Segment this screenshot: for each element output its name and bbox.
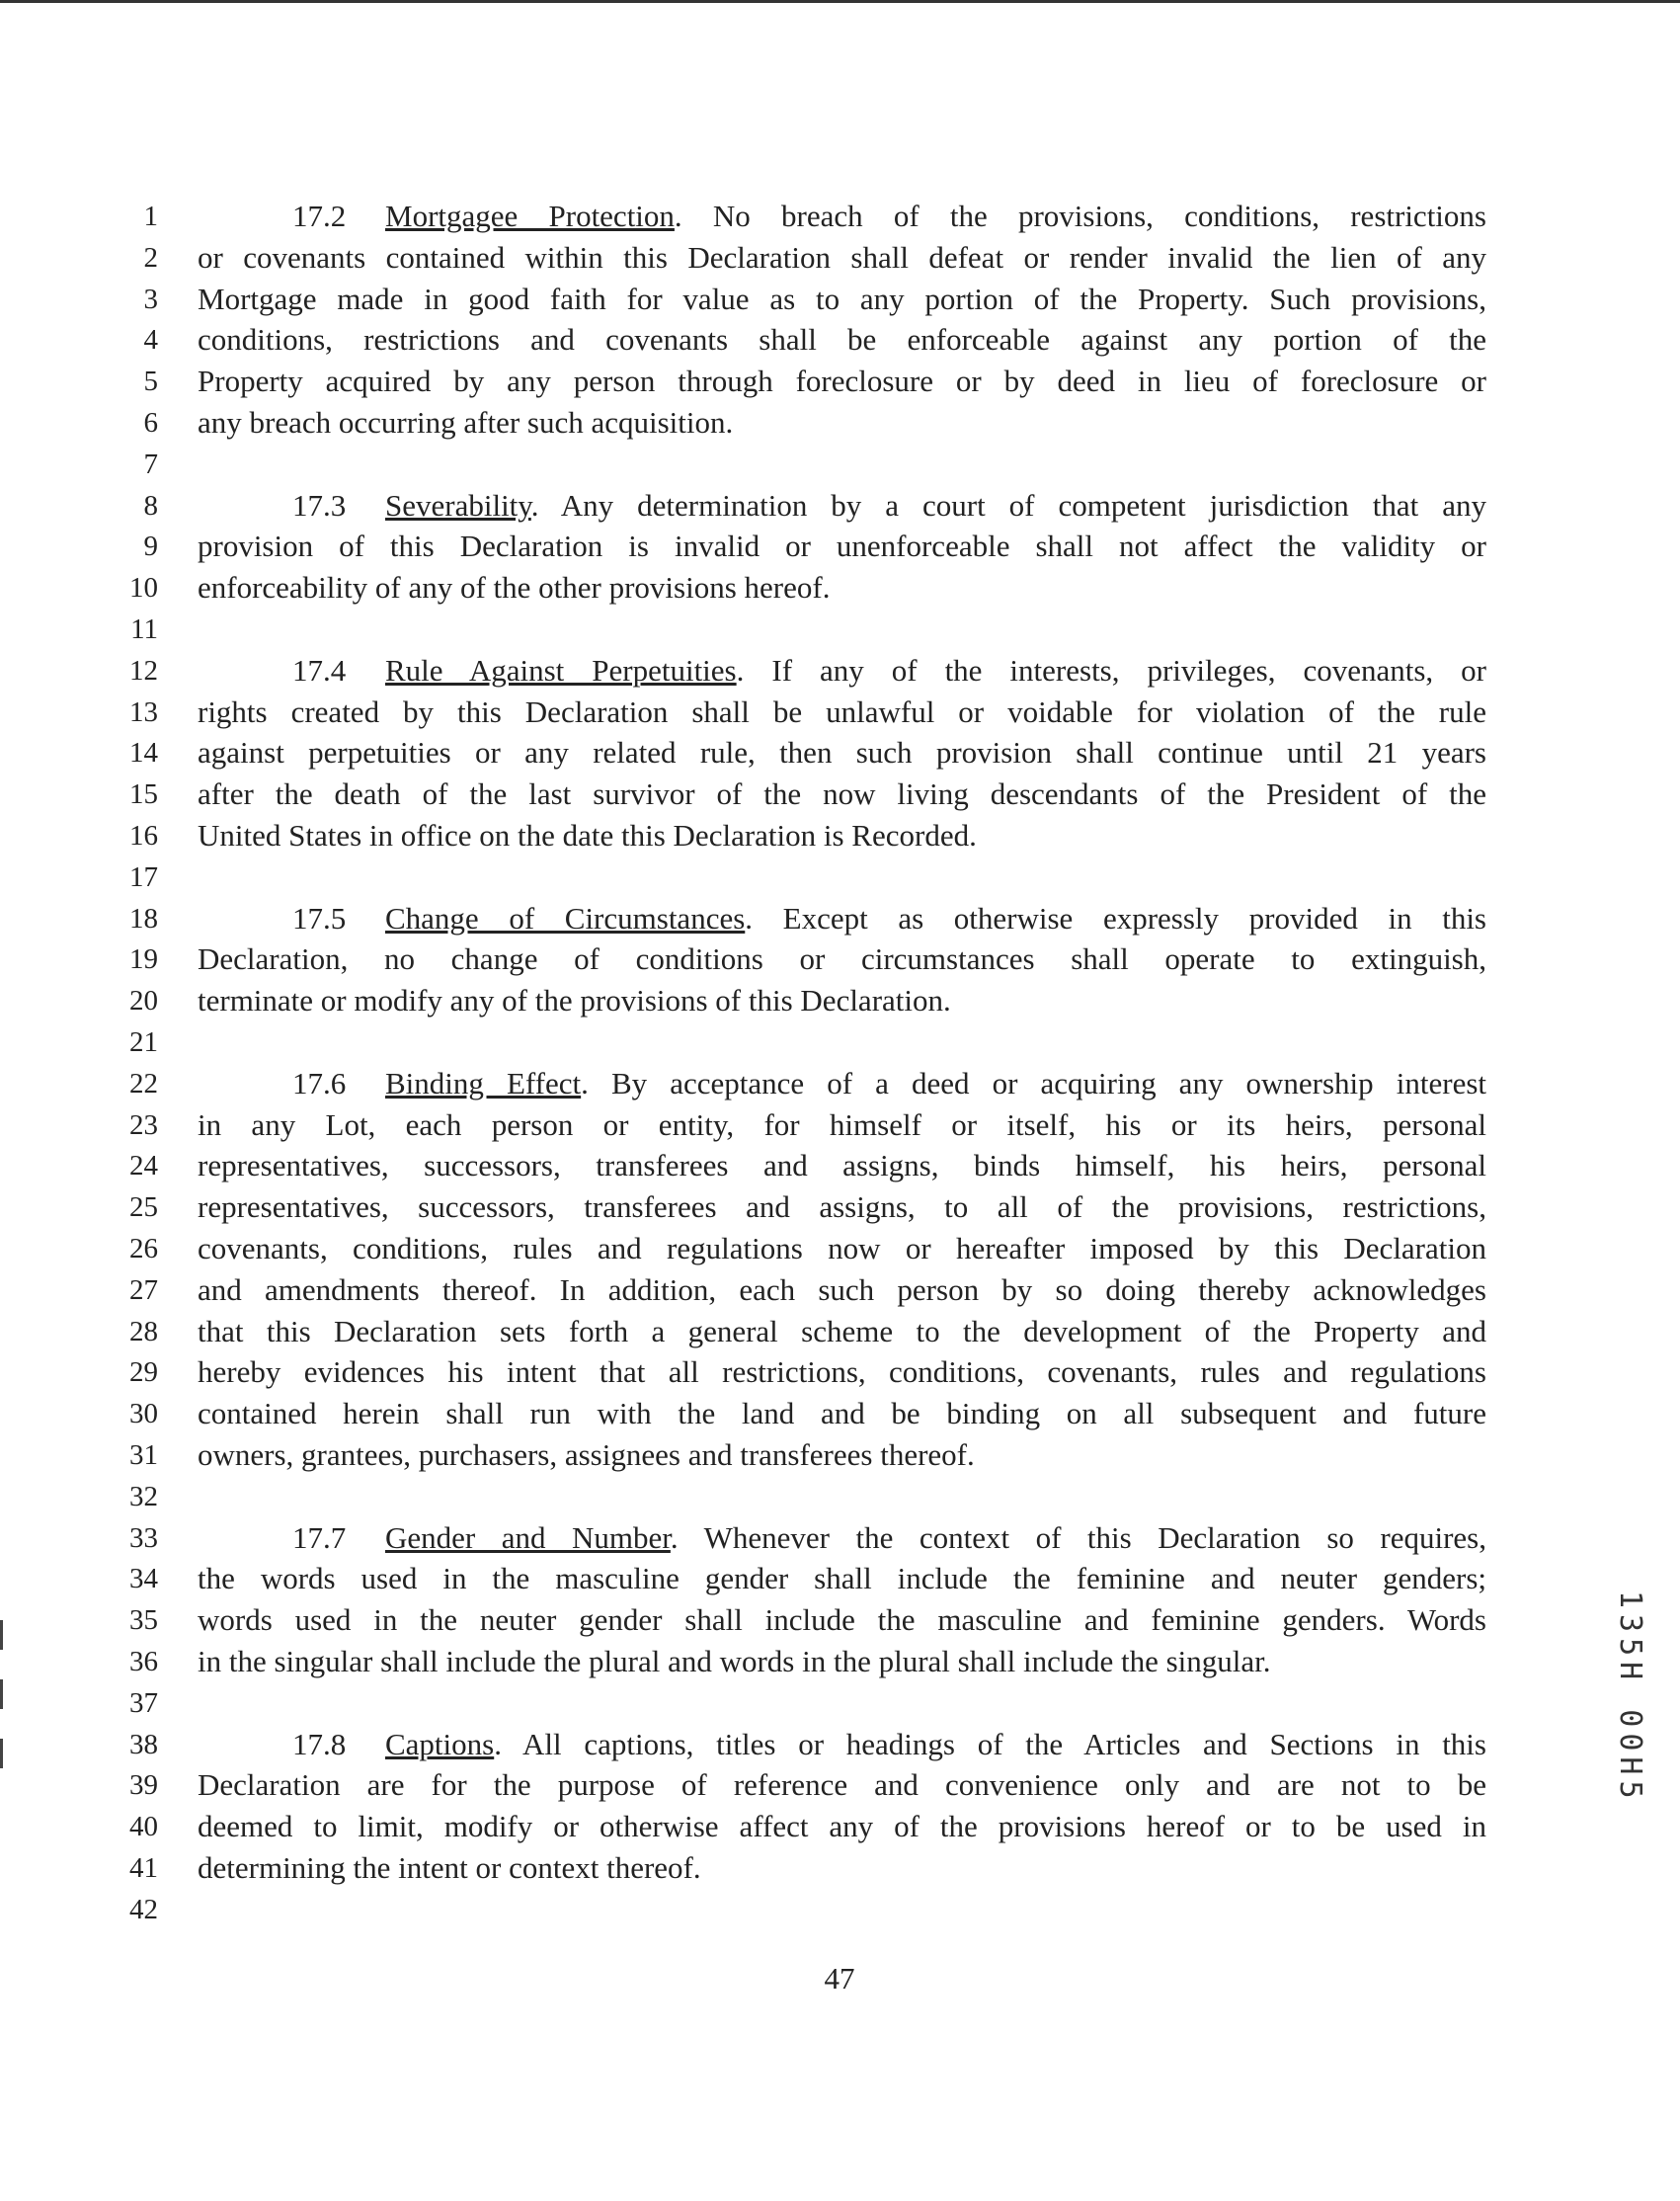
- recording-stamp: 135H 00H5: [1613, 1590, 1647, 1805]
- body-text-line: hereby evidences his intent that all restrictions, conditions, covenants, rules and regulations: [198, 1354, 1486, 1390]
- section-text: . Any determination by a court of competent jurisdiction that any: [530, 487, 1486, 523]
- document-line: [0, 1476, 1680, 1517]
- line-number: 24: [129, 1150, 158, 1182]
- document-line: [0, 1558, 1680, 1599]
- line-number: 14: [129, 737, 158, 770]
- section-text: . All captions, titles or headings of the Articles and Sections in this: [494, 1726, 1486, 1761]
- section-heading-line: [198, 1517, 1486, 1559]
- section-number: 17.4: [292, 652, 347, 688]
- section-text: . By acceptance of a deed or acquiring any ownership interest: [581, 1065, 1486, 1100]
- line-number: 15: [129, 778, 158, 811]
- document-line: [0, 1063, 1680, 1104]
- body-text-line: words used in the neuter gender shall include the masculine and feminine genders. Words: [198, 1602, 1486, 1638]
- line-number: 6: [143, 407, 158, 439]
- line-number: 27: [129, 1273, 158, 1306]
- line-number: 8: [143, 489, 158, 522]
- section-title: Mortgagee Protection: [385, 199, 675, 233]
- section-number: 17.5: [292, 900, 347, 936]
- document-line: [0, 1104, 1680, 1146]
- line-number: 33: [129, 1521, 158, 1554]
- section-number: 17.3: [292, 487, 347, 523]
- body-text-line: covenants, conditions, rules and regulations now or hereafter imposed by this Declaration: [198, 1231, 1486, 1265]
- line-number: 32: [129, 1480, 158, 1512]
- document-line: [0, 319, 1680, 361]
- document-line: [0, 1847, 1680, 1889]
- body-text-line: any breach occurring after such acquisition.: [198, 405, 734, 440]
- document-line: [0, 526, 1680, 567]
- body-text-line: representatives, successors, transferees and assigns, to all of the provisions, restrictions,: [198, 1189, 1486, 1225]
- document-line: [0, 567, 1680, 609]
- document-line: [0, 1641, 1680, 1682]
- line-number: 37: [129, 1686, 158, 1719]
- document-line: [0, 1393, 1680, 1434]
- section-heading-line: [198, 485, 1486, 527]
- document-line: [0, 1517, 1680, 1559]
- document-line: [0, 650, 1680, 692]
- document-line: [0, 1186, 1680, 1228]
- section-number: 17.7: [292, 1519, 347, 1555]
- document-line: [0, 898, 1680, 939]
- document-line: [0, 1434, 1680, 1476]
- document-line: [0, 1145, 1680, 1186]
- body-text-line: determining the intent or context thereof.: [198, 1850, 701, 1885]
- section-title: Gender and Number: [385, 1519, 671, 1555]
- document-line: [0, 1889, 1680, 1930]
- document-line: [0, 1311, 1680, 1352]
- body-text-line: terminate or modify any of the provisions of this Declaration.: [198, 983, 951, 1019]
- line-number: 28: [129, 1315, 158, 1347]
- line-number: 17: [129, 860, 158, 893]
- line-number: 22: [129, 1067, 158, 1100]
- line-number: 4: [143, 324, 158, 357]
- document-line: [0, 815, 1680, 856]
- section-title: Change of Circumstances: [385, 900, 746, 936]
- body-text-line: the words used in the masculine gender shall include the feminine and neuter genders;: [198, 1561, 1486, 1596]
- section-number: 17.2: [292, 199, 347, 233]
- document-line: [0, 237, 1680, 279]
- document-line: [0, 485, 1680, 527]
- section-heading-line: [198, 1724, 1486, 1765]
- line-number: 31: [129, 1439, 158, 1471]
- line-number: 2: [143, 241, 158, 274]
- line-number: 1: [143, 201, 158, 232]
- body-text-line: provision of this Declaration is invalid or unenforceable shall not affect the validity or: [198, 529, 1486, 564]
- document-line: [0, 444, 1680, 485]
- document-line: [0, 1269, 1680, 1311]
- document-line: [0, 1021, 1680, 1063]
- line-number: 18: [129, 902, 158, 935]
- body-text-line: United States in office on the date this Declaration is Recorded.: [198, 818, 977, 853]
- body-text-line: contained herein shall run with the land and be binding on all subsequent and future: [198, 1396, 1486, 1431]
- line-number: 35: [129, 1604, 158, 1637]
- body-text-line: conditions, restrictions and covenants shall be enforceable against any portion of the: [198, 322, 1486, 358]
- document-line: [0, 196, 1680, 237]
- body-text-line: in the singular shall include the plural and words in the plural shall include the singular.: [198, 1644, 1271, 1678]
- line-number: 5: [143, 366, 158, 398]
- section-heading-line: [198, 650, 1486, 692]
- section-number: 17.8: [292, 1726, 347, 1761]
- section-title: Binding Effect: [385, 1065, 582, 1100]
- document-line: [0, 279, 1680, 320]
- body-text-line: against perpetuities or any related rule, then such provision shall continue until 21 years: [198, 735, 1486, 771]
- body-text-line: and amendments thereof. In addition, each such person by so doing thereby acknowledges: [198, 1271, 1486, 1307]
- section-text: . No breach of the provisions, conditions, restrictions: [674, 199, 1486, 233]
- body-text-line: after the death of the last survivor of the now living descendants of the President of the: [198, 776, 1486, 812]
- line-number: 19: [129, 943, 158, 976]
- section-heading-line: [198, 196, 1486, 237]
- body-text-line: rights created by this Declaration shall be unlawful or voidable for violation of the rule: [198, 693, 1486, 729]
- line-number: 7: [143, 448, 158, 480]
- body-text-line: Declaration are for the purpose of reference and convenience only and are not to be: [198, 1767, 1486, 1803]
- section-title: Severability: [385, 487, 531, 523]
- line-number: 36: [129, 1646, 158, 1677]
- document-line: [0, 1599, 1680, 1641]
- document-line: [0, 1228, 1680, 1269]
- body-text-line: in any Lot, each person or entity, for himself or itself, his or its heirs, personal: [198, 1106, 1486, 1142]
- line-number: 20: [129, 985, 158, 1018]
- body-text-line: representatives, successors, transferees and assigns, binds himself, his heirs, personal: [198, 1148, 1486, 1183]
- section-text: . Whenever the context of this Declaration so requires,: [670, 1519, 1486, 1555]
- line-number: 23: [129, 1108, 158, 1141]
- document-line: [0, 1682, 1680, 1724]
- line-number: 21: [129, 1026, 158, 1058]
- line-number: 41: [129, 1852, 158, 1884]
- line-number: 38: [129, 1728, 158, 1760]
- section-text: . If any of the interests, privileges, covenants, or: [736, 652, 1486, 688]
- section-heading-line: [198, 898, 1486, 939]
- page-number: 47: [824, 1961, 855, 1996]
- line-number: 10: [129, 572, 158, 605]
- line-number: 34: [129, 1563, 158, 1595]
- line-number: 3: [143, 283, 158, 315]
- document-line: [0, 732, 1680, 774]
- document-line: [0, 1724, 1680, 1765]
- document-line: [0, 1764, 1680, 1806]
- document-line: [0, 609, 1680, 650]
- section-title: Rule Against Perpetuities: [385, 652, 737, 688]
- line-number: 12: [129, 654, 158, 687]
- document-line: [0, 402, 1680, 444]
- body-text-line: Mortgage made in good faith for value as to any portion of the Property. Such provisions,: [198, 281, 1486, 316]
- line-number: 25: [129, 1191, 158, 1224]
- body-text-line: that this Declaration sets forth a general scheme to the development of the Property and: [198, 1313, 1486, 1348]
- section-heading-line: [198, 1063, 1486, 1104]
- line-number: 30: [129, 1398, 158, 1430]
- section-text: . Except as otherwise expressly provided in this: [745, 900, 1486, 936]
- line-number: 39: [129, 1769, 158, 1802]
- document-line: [0, 1351, 1680, 1393]
- section-number: 17.6: [292, 1065, 347, 1100]
- document-line: [0, 856, 1680, 898]
- body-text-line: Declaration, no change of conditions or circumstances shall operate to extinguish,: [198, 941, 1486, 977]
- document-line: [0, 361, 1680, 402]
- document-line: [0, 938, 1680, 980]
- line-number: 11: [130, 613, 158, 645]
- line-number: 9: [143, 530, 158, 563]
- line-number: 29: [129, 1356, 158, 1389]
- body-text-line: or covenants contained within this Declaration shall defeat or render invalid the lien of any: [198, 239, 1486, 275]
- line-number: 13: [129, 695, 158, 728]
- document-line: [0, 692, 1680, 733]
- body-text-line: enforceability of any of the other provisions hereof.: [198, 570, 831, 606]
- line-number: 42: [129, 1893, 158, 1925]
- line-number: 40: [129, 1811, 158, 1843]
- document-line: [0, 1806, 1680, 1847]
- body-text-line: owners, grantees, purchasers, assignees and transferees thereof.: [198, 1437, 975, 1472]
- section-title: Captions: [385, 1726, 495, 1761]
- document-line: [0, 774, 1680, 815]
- body-text-line: deemed to limit, modify or otherwise affect any of the provisions hereof or to be used in: [198, 1809, 1486, 1844]
- line-number: 16: [129, 820, 158, 852]
- line-number: 26: [129, 1233, 158, 1264]
- body-text-line: Property acquired by any person through foreclosure or by deed in lieu of foreclosure or: [198, 364, 1486, 399]
- document-line: [0, 980, 1680, 1021]
